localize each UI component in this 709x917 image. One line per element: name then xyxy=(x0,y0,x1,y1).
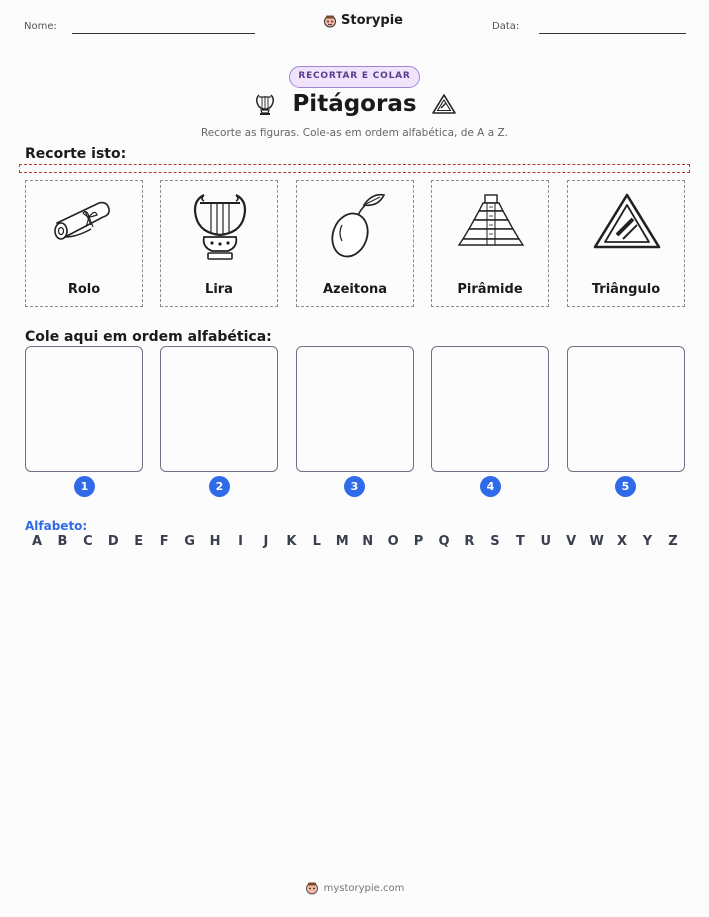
alphabet-letter: N xyxy=(362,534,374,549)
cut-section-label: Recorte isto: xyxy=(25,146,127,162)
card-label: Azeitona xyxy=(322,282,388,297)
triangle-icon xyxy=(431,91,457,117)
paste-section-label: Cole aqui em ordem alfabética: xyxy=(25,329,272,345)
brand-name: Storypie xyxy=(341,13,403,28)
number-badge-1: 1 xyxy=(74,476,95,497)
alphabet-letter: X xyxy=(617,534,628,549)
alphabet-letter: C xyxy=(83,534,93,549)
cut-card-scroll[interactable] xyxy=(25,180,143,307)
lyre-icon xyxy=(182,189,258,265)
cut-card-pyramid[interactable] xyxy=(431,180,549,307)
alphabet-letter: Y xyxy=(642,534,653,549)
name-label: Nome: xyxy=(24,21,57,32)
paste-box-3[interactable] xyxy=(296,346,414,472)
paste-box-1[interactable] xyxy=(25,346,143,472)
number-badge-2: 2 xyxy=(209,476,230,497)
alphabet-letter: U xyxy=(540,534,552,549)
pyramid-icon xyxy=(453,189,529,265)
cut-card-triangle[interactable] xyxy=(567,180,685,307)
name-line[interactable] xyxy=(72,33,255,34)
footer-url[interactable]: mystorypie.com xyxy=(323,882,405,894)
number-badge-5: 5 xyxy=(615,476,636,497)
alphabet-letter: D xyxy=(107,534,119,549)
alphabet-letter: H xyxy=(209,534,221,549)
paste-box-2[interactable] xyxy=(160,346,278,472)
alphabet-letter: B xyxy=(57,534,68,549)
alphabet-label: Alfabeto: xyxy=(25,519,88,533)
alphabet-letter: Z xyxy=(668,534,678,549)
card-label: Triângulo xyxy=(591,282,661,297)
alphabet-letter: G xyxy=(184,534,195,549)
lyre-icon xyxy=(252,91,278,117)
cut-card-olive[interactable] xyxy=(296,180,414,307)
cut-line xyxy=(19,164,690,173)
card-label: Rolo xyxy=(67,282,101,297)
alphabet-letter: J xyxy=(263,534,269,549)
paste-box-4[interactable] xyxy=(431,346,549,472)
alphabet-letter: W xyxy=(589,534,604,549)
alphabet-letter: F xyxy=(159,534,169,549)
alphabet-letter: S xyxy=(490,534,500,549)
alphabet-letter: Q xyxy=(438,534,450,549)
date-line[interactable] xyxy=(539,33,686,34)
page-title: Pitágoras xyxy=(292,91,417,117)
alphabet-letter: A xyxy=(31,534,43,549)
alphabet-letter: O xyxy=(387,534,399,549)
number-badge-4: 4 xyxy=(480,476,501,497)
alphabet-letter: R xyxy=(464,534,475,549)
number-badge-3: 3 xyxy=(344,476,365,497)
alphabet-letter: E xyxy=(134,534,144,549)
storypie-logo-icon xyxy=(323,14,337,28)
alphabet-letter: P xyxy=(413,534,424,549)
activity-badge: RECORTAR E COLAR xyxy=(289,66,420,88)
olive-icon xyxy=(318,189,394,265)
alphabet-letter: M xyxy=(335,534,349,549)
alphabet-letter: T xyxy=(515,534,525,549)
footer xyxy=(0,881,709,895)
cut-card-lyre[interactable] xyxy=(160,180,278,307)
storypie-logo-icon xyxy=(305,881,319,895)
title-row xyxy=(0,91,709,117)
card-label: Lira xyxy=(205,282,233,297)
date-label: Data: xyxy=(492,21,520,32)
scroll-icon xyxy=(47,189,123,265)
alphabet-row xyxy=(25,534,685,549)
brand-logo xyxy=(323,13,403,28)
triangle-icon xyxy=(589,189,665,265)
alphabet-letter: V xyxy=(566,534,577,549)
alphabet-letter: K xyxy=(286,534,297,549)
card-label: Pirâmide xyxy=(457,282,523,297)
instructions: Recorte as figuras. Cole-as em ordem alfabética, de A a Z. xyxy=(200,127,509,139)
alphabet-letter: I xyxy=(238,534,243,549)
alphabet-letter: L xyxy=(312,534,321,549)
paste-box-5[interactable] xyxy=(567,346,685,472)
